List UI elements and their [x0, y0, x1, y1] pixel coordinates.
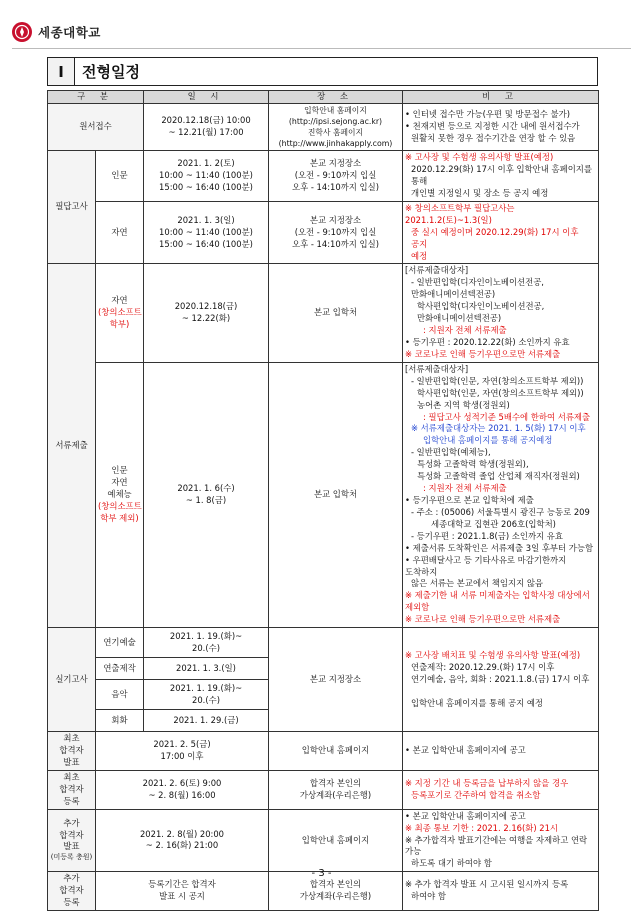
table-row [48, 809, 599, 872]
university-emblem-icon [12, 22, 32, 42]
row-label-docs: 서류제출 [48, 264, 96, 628]
table-row [48, 732, 599, 771]
practical-date-directing: 2021. 1. 3.(일) [144, 658, 269, 680]
header-notes: 비 고 [403, 91, 599, 104]
first-pass-date: 2021. 2. 5(금) 17:00 이후 [96, 732, 269, 771]
first-pass-place: 입학안내 홈페이지 [269, 732, 403, 771]
practical-date-acting: 2021. 1. 19.(화)~ 20.(수) [144, 628, 269, 658]
docs-sub-general: 인문 자연 예체능 (창의소프트 학부 제외) [96, 362, 144, 627]
written-place-science: 본교 지정장소 (오전 - 9:10까지 입실 오후 - 14:10까지 입실) [269, 201, 403, 264]
table-row [48, 201, 599, 264]
page-header [12, 20, 101, 44]
schedule-table [47, 90, 599, 911]
row-label-first-reg: 최초 합격자 등록 [48, 770, 96, 809]
table-row [48, 628, 599, 658]
docs-date-general: 2021. 1. 6(수) ~ 1. 8(금) [144, 362, 269, 627]
docs-notes-general: [서류제출대상자] - 일반편입학(인문, 자연(창의소프트학부 제외)) 학사편입학(인문, 자연(창의소프트학부 제외)) 농어촌 지역 학생(정원외) : 필답고사 성적기준 5배수에 한하여 서류제출 ※ 서류제출대상자는 2021. 1. 5(화) 17시 이후 입학안내 홈페이지를 통해 공지예정 - 일반편입학(예체능), 특성화 고졸학력 학생(정원외), 특성화 고졸학력 졸업 산업체 재직자(정원외) : 지원자 전체 서류제출 • 등기우편으로 본교 입학처에 제출 - 주소 : (05006) 서울특별시 광진구 능동로 209 세종대학교 집현관 206호(입학처) - 등기우편 : 2021.1.8(금) 소인까지 유효 • 제출서류 도착확인은 서류제출 3일 후부터 가능함 • 우편배달사고 등 기타사유로 마감기한까지 도착하지 않은 서류는 본교에서 책임지지 않음 ※ 제출기한 내 서류 미제출자는 입학사정 대상에서 제외함 ※ 코로나로 인해 등기우편으로만 서류제출 [403, 362, 599, 627]
add-pass-notes: • 본교 입학안내 홈페이지에 공고 ※ 최종 통보 기한 : 2021. 2.16(화) 21시 ※ 추가합격자 발표기간에는 여행을 자제하고 연락 가능 하도록 대기 하여야 함 [403, 809, 599, 872]
section-number: Ⅰ [48, 58, 75, 85]
row-label-apply: 원서접수 [48, 103, 144, 150]
section-title-box [47, 57, 598, 86]
written-sub-humanities: 인문 [96, 151, 144, 202]
first-reg-place: 합격자 본인의 가상계좌(우리은행) [269, 770, 403, 809]
table-row [48, 264, 599, 362]
add-reg-date: 등록기간은 합격자 발표 시 공지 [96, 872, 269, 911]
first-reg-notes: ※ 지정 기간 내 등록금을 납부하지 않을 경우 등록포기로 간주하여 합격을 취소함 [403, 770, 599, 809]
header-category: 구 분 [48, 91, 144, 104]
add-pass-date: 2021. 2. 8(월) 20:00 ~ 2. 16(화) 21:00 [96, 809, 269, 872]
school-name: 세종대학교 [38, 25, 101, 40]
practical-notes: ※ 고사장 배치표 및 수험생 유의사항 발표(예정) 연출제작: 2020.12.29.(화) 17시 이후 연기예술, 음악, 회화 : 2021.1.8.(금) 17시 이후 입학안내 홈페이지를 통해 공지 예정 [403, 628, 599, 732]
add-reg-place: 합격자 본인의 가상계좌(우리은행) [269, 872, 403, 911]
docs-place-general: 본교 입학처 [269, 362, 403, 627]
practical-sub-music: 음악 [96, 680, 144, 710]
written-sub-science: 자연 [96, 201, 144, 264]
apply-place: 입학안내 홈페이지 (http://ipsi.sejong.ac.kr) 진학사 홈페이지 (http://www.jinhakapply.com) [269, 103, 403, 150]
row-label-first-pass: 최초 합격자 발표 [48, 732, 96, 771]
first-pass-notes: • 본교 입학안내 홈페이지에 공고 [403, 732, 599, 771]
add-reg-notes: ※ 추가 합격자 발표 시 고시된 일시까지 등록 하여야 함 [403, 872, 599, 911]
page-number: - 3 - [311, 868, 332, 879]
docs-place-software: 본교 입학처 [269, 264, 403, 362]
apply-date: 2020.12.18(금) 10:00 ~ 12.21(월) 17:00 [144, 103, 269, 150]
written-place-humanities: 본교 지정장소 (오전 - 9:10까지 입실 오후 - 14:10까지 입실) [269, 151, 403, 202]
table-header-row [48, 91, 599, 104]
table-row [48, 103, 599, 150]
header-divider [12, 48, 631, 49]
practical-date-painting: 2021. 1. 29.(금) [144, 710, 269, 732]
written-date-humanities: 2021. 1. 2(토) 10:00 ~ 11:40 (100분) 15:00 ~ 16:40 (100분) [144, 151, 269, 202]
add-pass-place: 입학안내 홈페이지 [269, 809, 403, 872]
written-date-science: 2021. 1. 3(일) 10:00 ~ 11:40 (100분) 15:00 ~ 16:40 (100분) [144, 201, 269, 264]
apply-notes: • 인터넷 접수만 가능(우편 및 방문접수 불가) • 천재지변 등으로 지정한 시간 내에 원서접수가 원활치 못한 경우 접수기간을 연장 할 수 있음 [403, 103, 599, 150]
row-label-written: 필답고사 [48, 151, 96, 264]
docs-notes-software: [서류제출대상자] - 일반편입학(디자인이노베이션전공,만화애니메이션텍전공) 학사편입학(디자인이노베이션전공,만화애니메이션텍전공) : 지원자 전체 서류제출 • 등기우편 : 2020.12.22(화) 소인까지 유효 ※ 코로나로 인해 등기우편으로만 서류제출 [403, 264, 599, 362]
first-reg-date: 2021. 2. 6(토) 9:00 ~ 2. 8(월) 16:00 [96, 770, 269, 809]
table-row [48, 151, 599, 202]
practical-sub-acting: 연기예술 [96, 628, 144, 658]
docs-sub-software: 자연 (창의소프트 학부) [96, 264, 144, 362]
header-datetime: 일 시 [144, 91, 269, 104]
practical-sub-directing: 연출제작 [96, 658, 144, 680]
practical-sub-painting: 회화 [96, 710, 144, 732]
table-row [48, 362, 599, 627]
practical-place: 본교 지정장소 [269, 628, 403, 732]
header-place: 장 소 [269, 91, 403, 104]
written-notes-humanities: ※ 고사장 및 수험생 유의사항 발표(예정) 2020.12.29(화) 17시 이후 입학안내 홈페이지를 통해 개인별 지정일시 및 장소 등 공지 예정 [403, 151, 599, 202]
row-label-add-pass: 추가 합격자 발표 (미등록 충원) [48, 809, 96, 872]
table-row [48, 770, 599, 809]
section-title: 전형일정 [82, 63, 140, 81]
docs-date-software: 2020.12.18(금) ~ 12.22(화) [144, 264, 269, 362]
row-label-add-reg: 추가 합격자 등록 [48, 872, 96, 911]
practical-date-music: 2021. 1. 19.(화)~ 20.(수) [144, 680, 269, 710]
written-notes-science: ※ 창의소프트학부 필답고사는 2021.1.2(토)~1.3(일) 중 실시 예정이며 2020.12.29(화) 17시 이후 공지 예정 [403, 201, 599, 264]
row-label-practical: 실기고사 [48, 628, 96, 732]
